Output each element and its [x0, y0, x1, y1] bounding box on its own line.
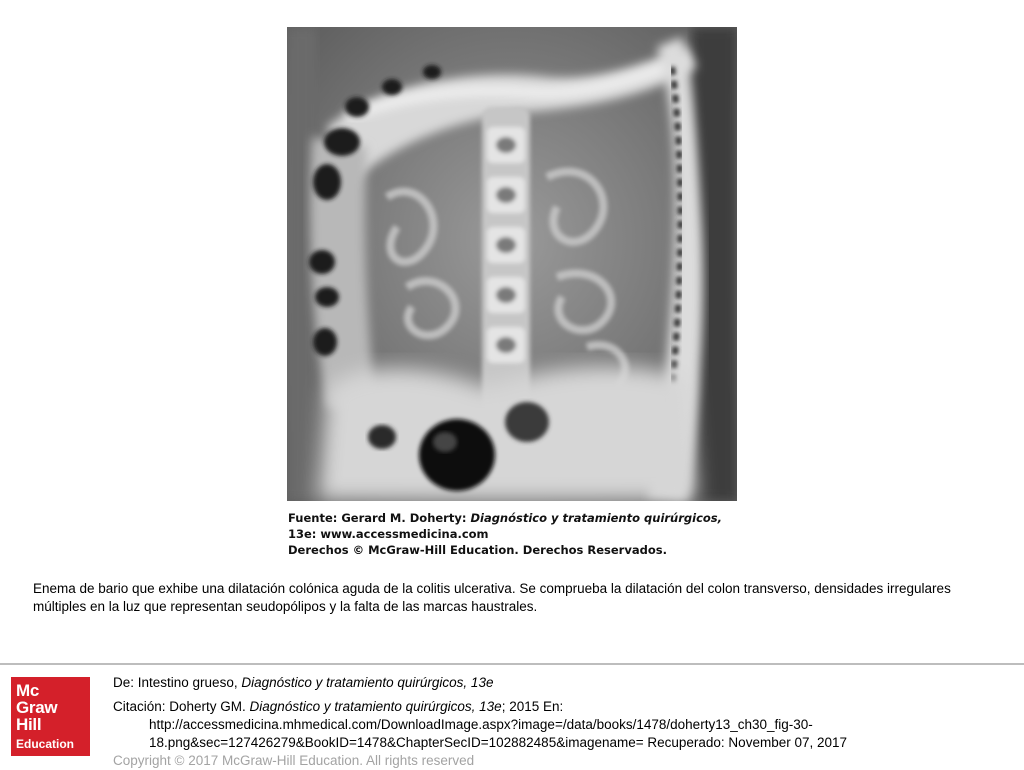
source-line-1 [288, 510, 738, 526]
from-title: Diagnóstico y tratamiento quirúrgicos, 13e [241, 675, 494, 690]
logo-line-1: Mc [16, 681, 40, 700]
citation-line [113, 698, 1013, 716]
from-prefix: De: Intestino grueso, [113, 675, 242, 690]
caption-line-2: múltiples en la luz que representan seudopólipos y la falta de las marcas haustrales. [33, 599, 538, 614]
xray-image [287, 27, 737, 501]
citation-suffix: ; 2015 En: [501, 699, 564, 714]
logo-line-3: Hill [16, 715, 42, 734]
mcgraw-hill-logo [11, 677, 90, 756]
source-prefix: Fuente: Gerard M. Doherty: [288, 511, 471, 525]
citation-url-line-2[interactable]: 18.png&sec=127426279&BookID=1478&ChapterSecID=102882485&imagename= Recuperado: November 07, 2017 [149, 735, 848, 750]
from-line [113, 674, 1013, 692]
citation-url-line-1[interactable]: http://accessmedicina.mhmedical.com/DownloadImage.aspx?image=/data/books/1478/doherty13_ch30_fig-30- [149, 717, 813, 732]
logo-line-4: Education [16, 737, 75, 751]
source-edition-line: 13e: www.accessmedicina.com [288, 527, 489, 541]
logo-line-2: Graw [16, 698, 58, 717]
citation-prefix: Citación: Doherty GM. [113, 699, 250, 714]
figure-source-credit [287, 510, 738, 564]
figure-caption [33, 580, 1008, 616]
citation-title: Diagnóstico y tratamiento quirúrgicos, 13e [249, 699, 502, 714]
citation-block [113, 674, 1013, 770]
caption-line-1: Enema de bario que exhibe una dilatación colónica aguda de la colitis ulcerativa. Se comprueba la dilatación del colon transverso, densidades irregulares [33, 581, 951, 596]
footer-divider [0, 663, 1024, 665]
copyright-notice: Copyright © 2017 McGraw-Hill Education. All rights reserved [113, 753, 475, 768]
source-rights: Derechos © McGraw-Hill Education. Derechos Reservados. [288, 543, 667, 557]
source-title: Diagnóstico y tratamiento quirúrgicos, [470, 511, 723, 525]
